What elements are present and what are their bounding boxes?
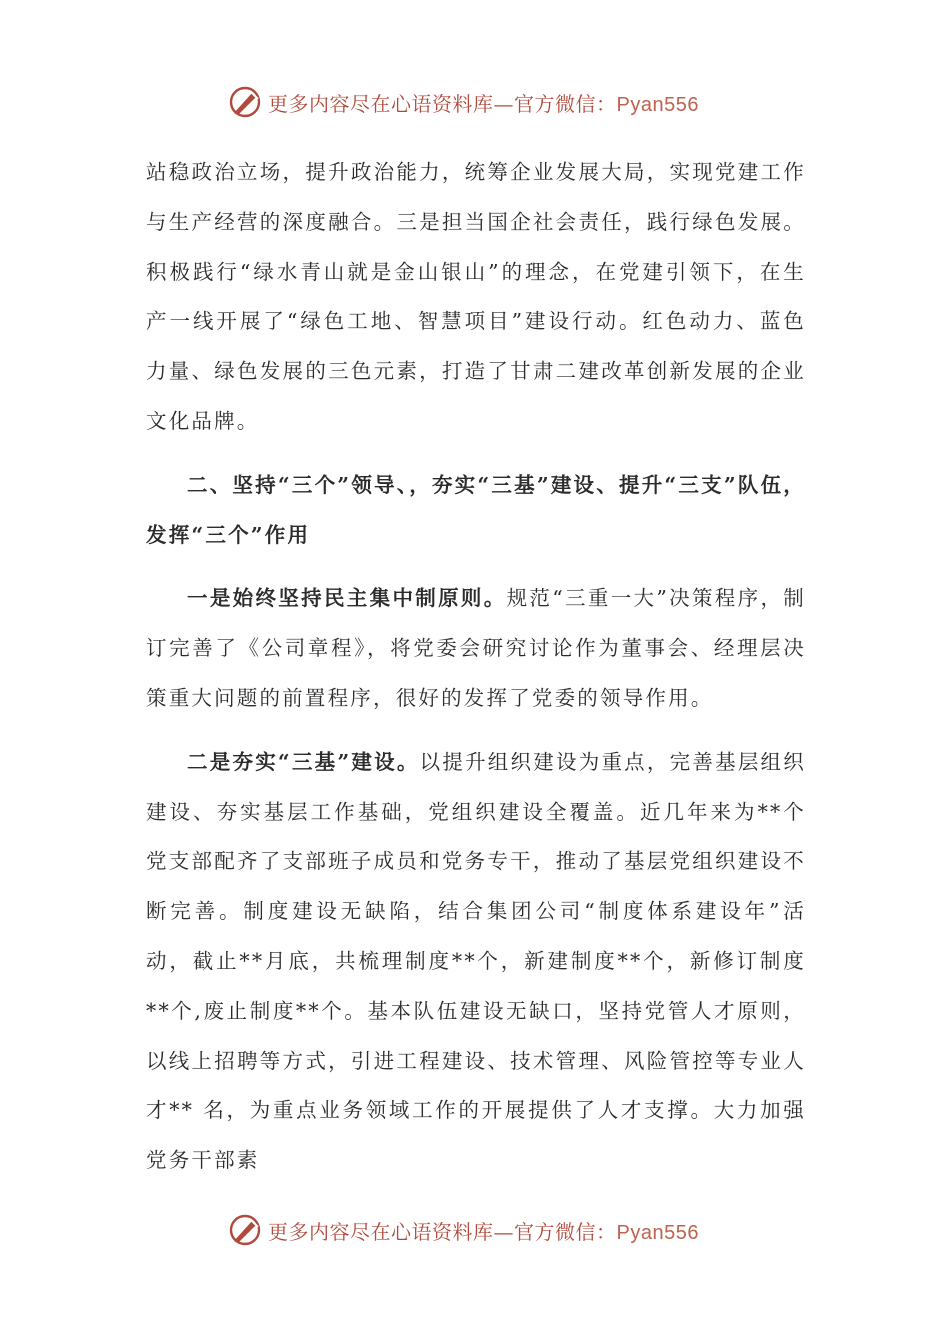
paragraph-lead: 一是始终坚持民主集中制原则。: [187, 586, 507, 611]
paragraph-continuation: 站稳政治立场，提升政治能力，统筹企业发展大局，实现党建工作与生产经营的深度融合。三是担当国企社会责任，践行绿色发展。积极践行“绿水青山就是金山银山”的理念，在党建引领下，在生产一线开展了“绿色工地、智慧项目”建设行动。红色动力、蓝色力量、绿色发展的三色元素，打造了甘肃二建改革创新发展的企业文化品牌。: [146, 160, 806, 433]
watermark-text: 更多内容尽在心语资料库—官方微信：Pyan556: [268, 1219, 699, 1244]
pen-logo-icon: [228, 85, 262, 119]
pen-logo-icon: [228, 1213, 262, 1247]
paragraph-democratic-centralism: 一是始终坚持民主集中制原则。规范“三重一大”决策程序，制订完善了《公司章程》，将党委会研究讨论作为董事会、经理层决策重大问题的前置程序，很好的发挥了党委的领导作用。: [146, 586, 806, 710]
document-body: [146, 148, 806, 1186]
header-watermark: [228, 82, 748, 122]
watermark-text: 更多内容尽在心语资料库—官方微信：Pyan556: [268, 91, 699, 116]
footer-watermark: [228, 1210, 748, 1250]
paragraph-lead: 二是夯实“三基”建设。: [187, 749, 420, 774]
paragraph-three-basics: 二是夯实“三基”建设。以提升组织建设为重点，完善基层组织建设、夯实基层工作基础，党组织建设全覆盖。近几年来为**个党支部配齐了支部班子成员和党务专干，推动了基层党组织建设不断完善。制度建设无缺陷，结合集团公司“制度体系建设年”活动，截止**月底，共梳理制度**个，新建制度**个，新修订制度**个,废止制度**个。基本队伍建设无缺口，坚持党管人才原则，以线上招聘等方式，引进工程建设、技术管理、风险管控等专业人才** 名，为重点业务领域工作的开展提供了人才支撑。大力加强党务干部素: [146, 749, 806, 1173]
section-heading: 二、坚持“三个”领导、，夯实“三基”建设、提升“三支”队伍，发挥“三个”作用: [146, 472, 806, 547]
